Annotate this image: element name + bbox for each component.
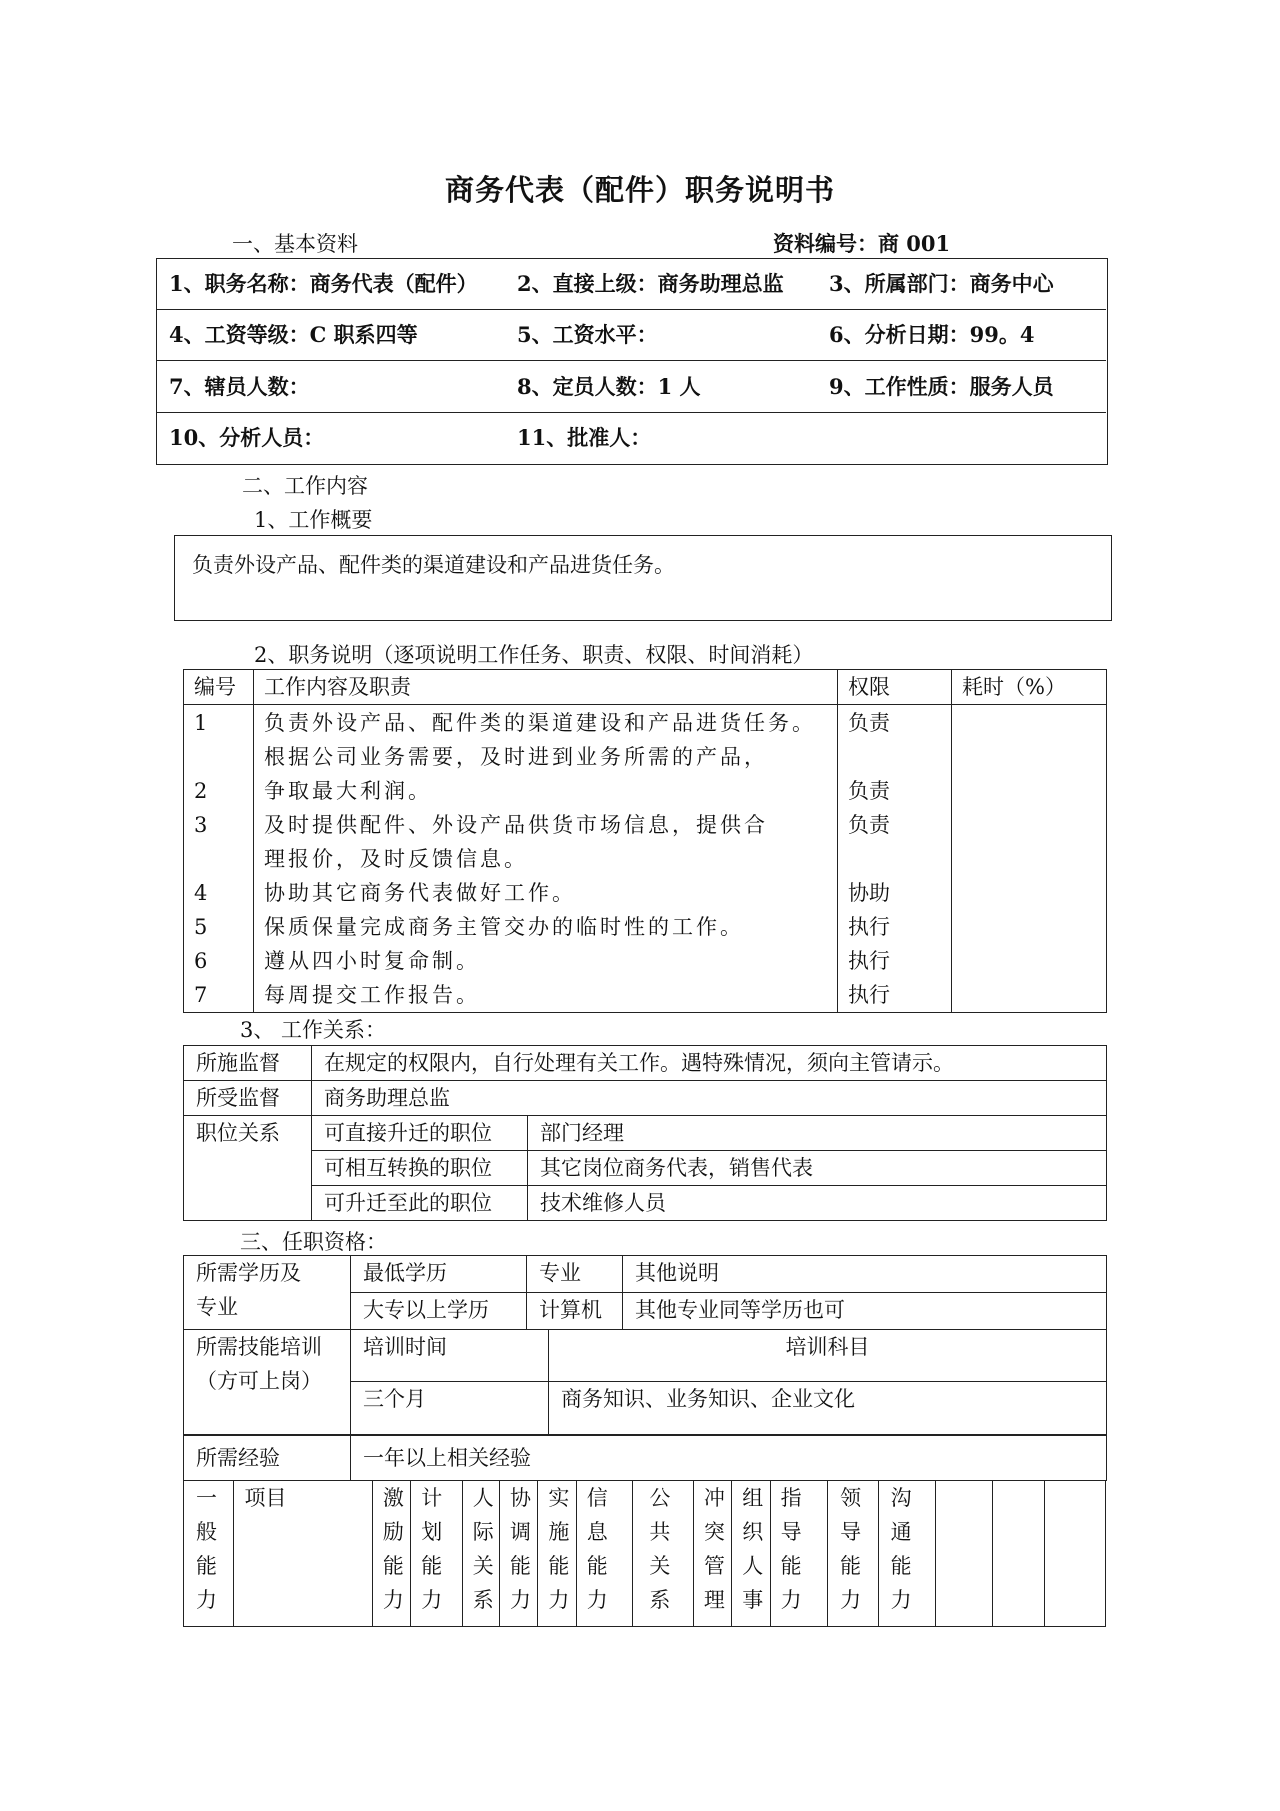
salary-grade: 4、工资等级：C 职系四等 xyxy=(157,310,505,361)
supervise-label: 所施监督 xyxy=(184,1046,312,1081)
basic-info-row xyxy=(157,361,1106,412)
relations-row xyxy=(184,1186,1107,1221)
ability-leadership: 领 导 能 力 xyxy=(828,1481,878,1627)
ability-organization-personnel: 组 织 人 事 xyxy=(732,1481,770,1627)
relations-table xyxy=(183,1045,1107,1221)
position-relation-label: 职位关系 xyxy=(184,1116,312,1221)
section-work-heading: 二、工作内容 xyxy=(242,474,368,498)
document-code: 资料编号：商 001 xyxy=(773,231,951,256)
section-basic-heading: 一、基本资料 xyxy=(232,232,358,256)
analysis-date: 6、分析日期：99。4 xyxy=(817,310,1106,361)
experience-table xyxy=(183,1435,1107,1481)
edu-other-value: 其他专业同等学历也可 xyxy=(623,1292,1107,1329)
relations-row xyxy=(184,1151,1107,1186)
promote-label: 可直接升迁的职位 xyxy=(312,1116,528,1151)
supervise-text: 在规定的权限内，自行处理有关工作。遇特殊情况，须向主管请示。 xyxy=(312,1046,1107,1081)
summary-text: 负责外设产品、配件类的渠道建设和产品进货任务。 xyxy=(192,553,675,577)
basic-info-row xyxy=(157,412,1106,463)
col-content-header: 工作内容及职责 xyxy=(254,670,838,705)
subordinate-count: 7、辖员人数： xyxy=(157,361,505,412)
direct-superior: 2、直接上级：商务助理总监 xyxy=(517,271,784,297)
basic-info-table xyxy=(157,259,1106,463)
ability-table xyxy=(183,1480,1106,1627)
summary-heading: 1、工作概要 xyxy=(254,508,373,532)
edu-major-value: 计算机 xyxy=(527,1292,623,1329)
training-subject-header: 培训科目 xyxy=(549,1329,1107,1382)
training-time-value: 三个月 xyxy=(351,1382,549,1435)
education-label: 所需学历及 专业 xyxy=(184,1256,351,1330)
col-time-header: 耗时（%） xyxy=(952,670,1107,705)
ability-execution: 实 施 能 力 xyxy=(538,1481,576,1627)
analyst: 10、分析人员： xyxy=(157,412,505,463)
from-value: 技术维修人员 xyxy=(528,1186,1107,1221)
education-row xyxy=(184,1256,1107,1293)
salary-level: 5、工资水平： xyxy=(505,310,817,361)
ability-planning: 计 划 能 力 xyxy=(411,1481,463,1627)
relations-row xyxy=(184,1116,1107,1151)
ability-information: 信 息 能 力 xyxy=(576,1481,633,1627)
ability-empty-cell xyxy=(992,1481,1045,1627)
department: 3、所属部门：商务中心 xyxy=(829,271,1054,297)
experience-row xyxy=(184,1436,1107,1481)
promote-value: 部门经理 xyxy=(528,1116,1107,1151)
training-label: 所需技能培训 （方可上岗） xyxy=(184,1329,351,1434)
experience-label: 所需经验 xyxy=(184,1436,351,1481)
general-ability-label: 一 般 能 力 xyxy=(184,1481,234,1627)
ability-public-relations: 公 共 关 系 xyxy=(633,1481,694,1627)
edu-major-header: 专业 xyxy=(527,1256,623,1293)
duty-numbers: 1 2 3 4 5 6 7 xyxy=(184,705,254,1013)
duty-contents: 负责外设产品、配件类的渠道建设和产品进货任务。 根据公司业务需要，及时进到业务所需的产品， 争取最大利润。 及时提供配件、外设产品供货市场信息，提供合 理报价，及时反馈信息。 协助其它商务代表做好工作。 保质保量完成商务主管交办的临时性的工作。 遵从四小时复命制。 每周提交工作报告。 xyxy=(254,705,838,1013)
ability-guidance: 指 导 能 力 xyxy=(770,1481,828,1627)
approver: 11、批准人： xyxy=(505,412,817,463)
ability-empty-cell xyxy=(936,1481,993,1627)
training-time-header: 培训时间 xyxy=(351,1329,549,1382)
edu-min-value: 大专以上学历 xyxy=(351,1292,527,1329)
supervised-label: 所受监督 xyxy=(184,1081,312,1116)
col-authority-header: 权限 xyxy=(838,670,952,705)
empty-cell xyxy=(817,412,1106,463)
edu-other-header: 其他说明 xyxy=(623,1256,1107,1293)
qualification-table xyxy=(183,1255,1107,1435)
training-subject-value: 商务知识、业务知识、企业文化 xyxy=(549,1382,1107,1435)
transfer-label: 可相互转换的职位 xyxy=(312,1151,528,1186)
duty-authority: 负责 负责 负责 协助 执行 执行 执行 xyxy=(838,705,952,1013)
basic-info-row xyxy=(157,310,1106,361)
duties-table xyxy=(183,669,1107,1013)
page-title: 商务代表（配件）职务说明书 xyxy=(444,173,835,207)
qualification-heading: 三、任职资格： xyxy=(240,1230,387,1254)
ability-motivation: 激 励 能 力 xyxy=(372,1481,410,1627)
relations-row xyxy=(184,1046,1107,1081)
work-nature: 9、工作性质：服务人员 xyxy=(817,361,1106,412)
edu-min-header: 最低学历 xyxy=(351,1256,527,1293)
ability-row xyxy=(184,1481,1106,1627)
ability-conflict-management: 冲 突 管 理 xyxy=(693,1481,731,1627)
basic-info-row xyxy=(157,259,1106,310)
transfer-value: 其它岗位商务代表，销售代表 xyxy=(528,1151,1107,1186)
from-label: 可升迁至此的职位 xyxy=(312,1186,528,1221)
duties-header-row xyxy=(184,670,1107,705)
supervised-text: 商务助理总监 xyxy=(312,1081,1107,1116)
duties-body-row xyxy=(184,705,1107,1013)
headcount: 8、定员人数：1 人 xyxy=(505,361,817,412)
ability-communication: 沟 通 能 力 xyxy=(878,1481,936,1627)
job-name: 1、职务名称：商务代表（配件） xyxy=(169,271,478,297)
ability-empty-cell xyxy=(1045,1481,1106,1627)
relations-heading: 3、 工作关系： xyxy=(240,1018,387,1042)
ability-item-label: 项目 xyxy=(234,1481,372,1627)
relations-row xyxy=(184,1081,1107,1116)
duties-heading: 2、职务说明（逐项说明工作任务、职责、权限、时间消耗） xyxy=(254,643,814,667)
col-number-header: 编号 xyxy=(184,670,254,705)
ability-interpersonal: 人 际 关 系 xyxy=(462,1481,499,1627)
training-row xyxy=(184,1329,1107,1382)
experience-value: 一年以上相关经验 xyxy=(351,1436,1107,1481)
duty-time xyxy=(952,705,1107,1013)
ability-coordination: 协 调 能 力 xyxy=(500,1481,538,1627)
